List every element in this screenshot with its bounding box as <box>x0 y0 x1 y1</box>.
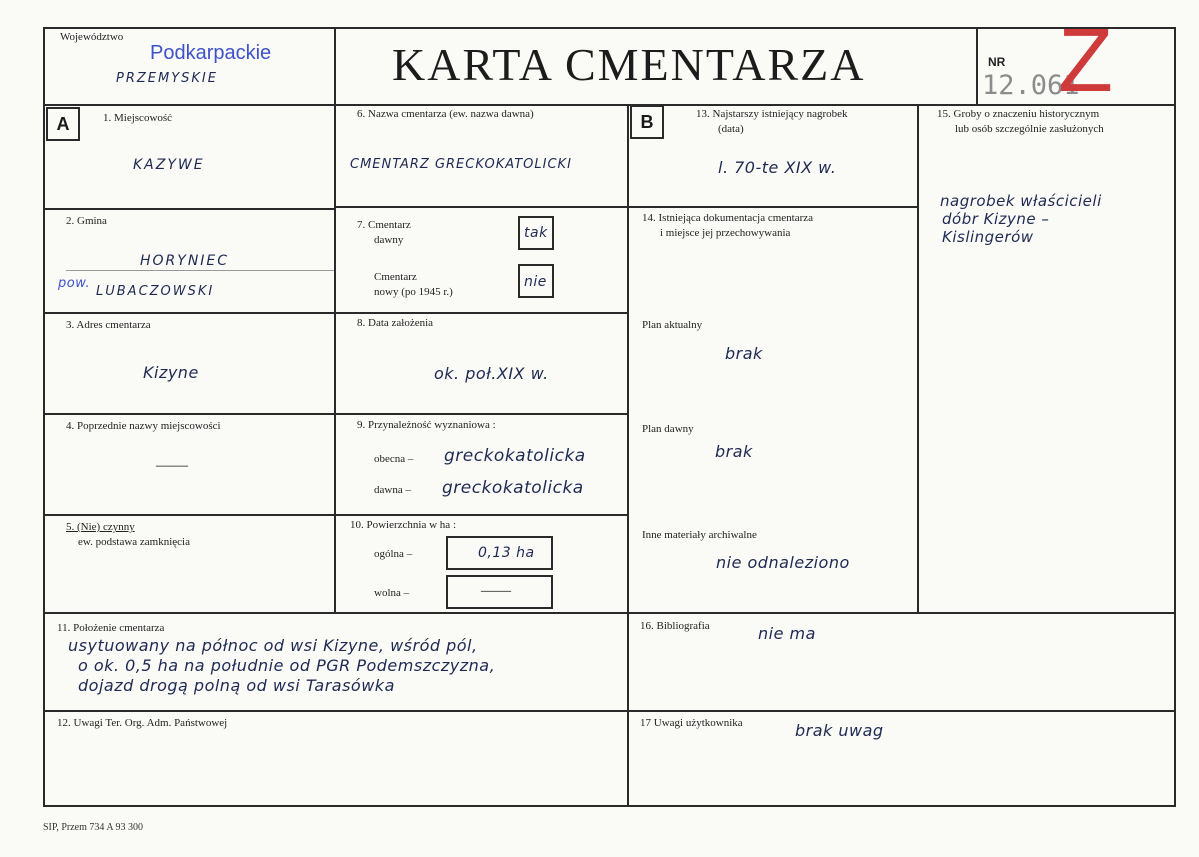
f5-label2: ew. podstawa zamknięcia <box>78 536 190 548</box>
f10-wolna-label: wolna – <box>374 587 410 599</box>
f13-value: l. 70-te XIX w. <box>718 158 837 177</box>
f15-label: 15. Groby o znaczeniu historycznym <box>937 108 1100 120</box>
wojewodztwo-label: Województwo <box>60 31 124 43</box>
f10-label: 10. Powierzchnia w ha : <box>350 519 456 531</box>
f3-value: Kizyne <box>143 363 199 382</box>
inne-value: nie odnaleziono <box>716 553 850 572</box>
f9-dawna-label: dawna – <box>374 484 411 496</box>
section-b-marker: B <box>630 105 664 139</box>
f17-label: 17 Uwagi użytkownika <box>640 717 743 729</box>
plan-dawny-label: Plan dawny <box>642 423 694 435</box>
f8-value: ok. poł.XIX w. <box>434 364 549 383</box>
wojewodztwo-hand: PRZEMYSKIE <box>116 71 218 86</box>
f7-dawny-value: tak <box>524 225 548 241</box>
nr-value: 12.061 <box>982 70 1080 101</box>
section-a-marker: A <box>46 107 80 141</box>
category-letter: Z <box>1058 11 1113 111</box>
f7-nowy-value: nie <box>524 274 547 290</box>
f4-value: —— <box>156 457 188 474</box>
f14-label2: i miejsce jej przechowywania <box>660 227 791 239</box>
f6-label: 6. Nazwa cmentarza (ew. nazwa dawna) <box>357 108 534 120</box>
f5-label: 5. (Nie) czynny <box>66 521 135 533</box>
f13-label: 13. Najstarszy istniejący nagrobek <box>696 108 848 120</box>
f16-value: nie ma <box>758 624 816 643</box>
f3-label: 3. Adres cmentarza <box>66 319 151 331</box>
f14-label: 14. Istniejąca dokumentacja cmentarza <box>642 212 814 224</box>
plan-dawny-value: brak <box>715 442 753 461</box>
wojewodztwo-stamp: Podkarpackie <box>150 42 272 64</box>
f2-pow: pow. <box>58 276 91 291</box>
f9-label: 9. Przynależność wyznaniowa : <box>357 419 496 431</box>
f11-line2: o ok. 0,5 ha na południe od PGR Podemszczyzna, <box>78 656 496 675</box>
f7-nowy-label2: nowy (po 1945 r.) <box>374 286 453 298</box>
inne-label: Inne materiały archiwalne <box>642 529 757 541</box>
f10-wolna-value: —— <box>481 583 511 599</box>
f11-label: 11. Położenie cmentarza <box>57 622 165 634</box>
f7-label: 7. Cmentarz <box>357 219 411 231</box>
f15-line1: nagrobek właścicieli <box>940 192 1102 210</box>
f13-label2: (data) <box>718 123 744 135</box>
f2-value: HORYNIEC <box>140 253 230 269</box>
plan-aktualny-label: Plan aktualny <box>642 319 703 331</box>
f7-label2: dawny <box>374 234 404 246</box>
f2-label: 2. Gmina <box>66 215 107 227</box>
f4-label: 4. Poprzednie nazwy miejscowości <box>66 420 221 432</box>
f10-ogolna-label: ogólna – <box>374 548 413 560</box>
f1-value: KAZYWE <box>133 157 205 173</box>
plan-aktualny-value: brak <box>725 344 763 363</box>
f17-value: brak uwag <box>795 721 884 740</box>
print-code: SIP, Przem 734 A 93 300 <box>43 822 144 833</box>
f11-line3: dojazd drogą polną od wsi Tarasówka <box>78 676 395 695</box>
f9-dawna-value: greckokatolicka <box>442 478 584 498</box>
f9-obecna-value: greckokatolicka <box>444 446 586 466</box>
f15-line2: dóbr Kizyne – <box>942 210 1050 228</box>
f11-line1: usytuowany na północ od wsi Kizyne, wśród pól, <box>68 636 478 655</box>
f6-value: CMENTARZ GRECKOKATOLICKI <box>350 157 572 172</box>
f12-label: 12. Uwagi Ter. Org. Adm. Państwowej <box>57 717 228 729</box>
f7-nowy-label: Cmentarz <box>374 271 417 283</box>
f2-value2: LUBACZOWSKI <box>96 284 215 299</box>
f8-label: 8. Data założenia <box>357 317 434 329</box>
f1-label: 1. Miejscowość <box>103 112 173 124</box>
f16-label: 16. Bibliografia <box>640 620 710 632</box>
page-title: KARTA CMENTARZA <box>392 39 866 90</box>
nr-label: NR <box>988 55 1006 69</box>
f15-label2: lub osób szczególnie zasłużonych <box>955 123 1104 135</box>
f15-line3: Kislingerów <box>942 228 1034 246</box>
f2-underline <box>66 270 334 271</box>
f10-ogolna-value: 0,13 ha <box>478 545 535 561</box>
f9-obecna-label: obecna – <box>374 453 414 465</box>
